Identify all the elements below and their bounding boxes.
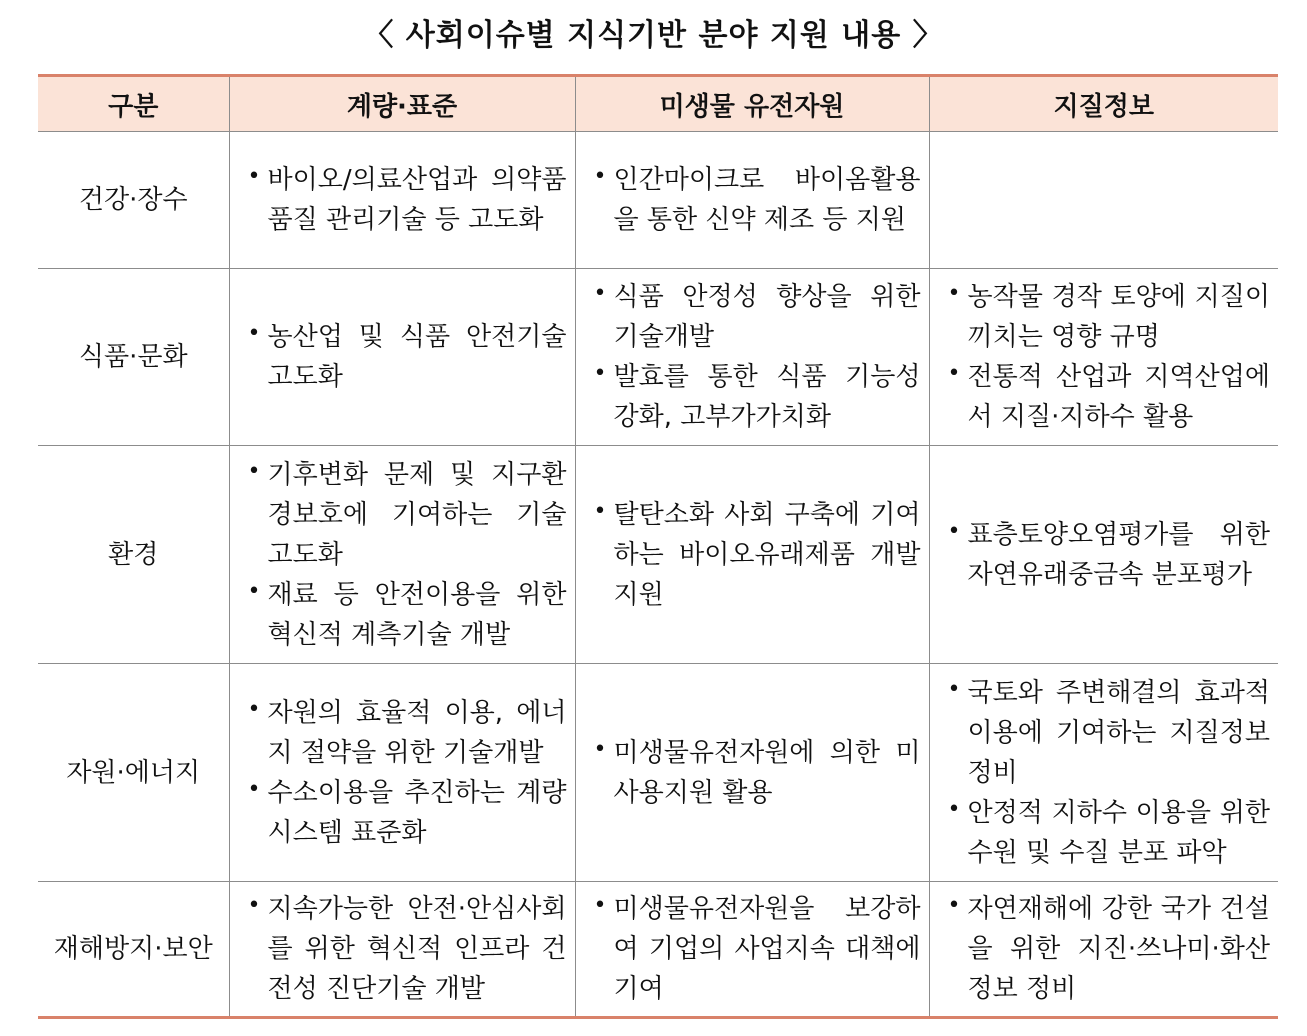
header-geological-info: 지질정보 (929, 76, 1278, 132)
list-item: • 미생물유전자원에 의한 미사용지원 활용 (592, 733, 921, 813)
list-item: • 표층토양오염평가를 위한 자연유래중금속 분포평가 (946, 515, 1271, 595)
list-item: • 자연재해에 강한 국가 건설을 위한 지진·쓰나미·화산 정보 정비 (946, 889, 1271, 1009)
header-category: 구분 (38, 76, 229, 132)
table-row (38, 882, 1278, 1018)
table-row (38, 446, 1278, 664)
cell-geological-info (929, 132, 1278, 269)
cell-measurement-standard (229, 132, 575, 269)
cell-measurement-standard (229, 269, 575, 446)
cell-microbial-resources (575, 132, 929, 269)
list-item: • 농산업 및 식품 안전기술 고도화 (246, 317, 567, 397)
row-category: 재해방지·보안 (38, 882, 229, 1018)
list-item: • 수소이용을 추진하는 계량 시스템 표준화 (246, 773, 567, 853)
row-category: 식품·문화 (38, 269, 229, 446)
table-row (38, 132, 1278, 269)
header-measurement-standard: 계량·표준 (229, 76, 575, 132)
cell-geological-info (929, 882, 1278, 1018)
table-row (38, 269, 1278, 446)
cell-microbial-resources (575, 882, 929, 1018)
list-item: • 자원의 효율적 이용, 에너지 절약을 위한 기술개발 (246, 693, 567, 773)
list-item: • 인간마이크로 바이옴활용을 통한 신약 제조 등 지원 (592, 160, 921, 240)
list-item: • 전통적 산업과 지역산업에서 지질·지하수 활용 (946, 357, 1271, 437)
list-item: • 안정적 지하수 이용을 위한 수원 및 수질 분포 파악 (946, 793, 1271, 873)
cell-geological-info (929, 664, 1278, 882)
row-category: 건강·장수 (38, 132, 229, 269)
cell-measurement-standard (229, 446, 575, 664)
list-item: • 재료 등 안전이용을 위한 혁신적 계측기술 개발 (246, 575, 567, 655)
cell-geological-info (929, 269, 1278, 446)
cell-measurement-standard (229, 664, 575, 882)
cell-microbial-resources (575, 664, 929, 882)
document-title: 〈 사회이슈별 지식기반 분야 지원 내용 〉 (363, 18, 944, 53)
list-item: • 탈탄소화 사회 구축에 기여하는 바이오유래제품 개발 지원 (592, 495, 921, 615)
cell-microbial-resources (575, 269, 929, 446)
list-item: • 식품 안정성 향상을 위한 기술개발 (592, 277, 921, 357)
cell-microbial-resources (575, 446, 929, 664)
list-item: • 지속가능한 안전·안심사회를 위한 혁신적 인프라 건전성 진단기술 개발 (246, 889, 567, 1009)
cell-measurement-standard (229, 882, 575, 1018)
list-item: • 바이오/의료산업과 의약품 품질 관리기술 등 고도화 (246, 160, 567, 240)
cell-geological-info (929, 446, 1278, 664)
table-row (38, 664, 1278, 882)
support-table (38, 74, 1278, 1019)
header-microbial-resources: 미생물 유전자원 (575, 76, 929, 132)
row-category: 환경 (38, 446, 229, 664)
list-item: • 농작물 경작 토양에 지질이 끼치는 영향 규명 (946, 277, 1271, 357)
list-item: • 국토와 주변해결의 효과적 이용에 기여하는 지질정보 정비 (946, 673, 1271, 793)
header-row (38, 76, 1278, 132)
list-item: • 기후변화 문제 및 지구환경보호에 기여하는 기술 고도화 (246, 455, 567, 575)
list-item: • 미생물유전자원을 보강하여 기업의 사업지속 대책에 기여 (592, 889, 921, 1009)
list-item: • 발효를 통한 식품 기능성 강화, 고부가가치화 (592, 357, 921, 437)
row-category: 자원·에너지 (38, 664, 229, 882)
